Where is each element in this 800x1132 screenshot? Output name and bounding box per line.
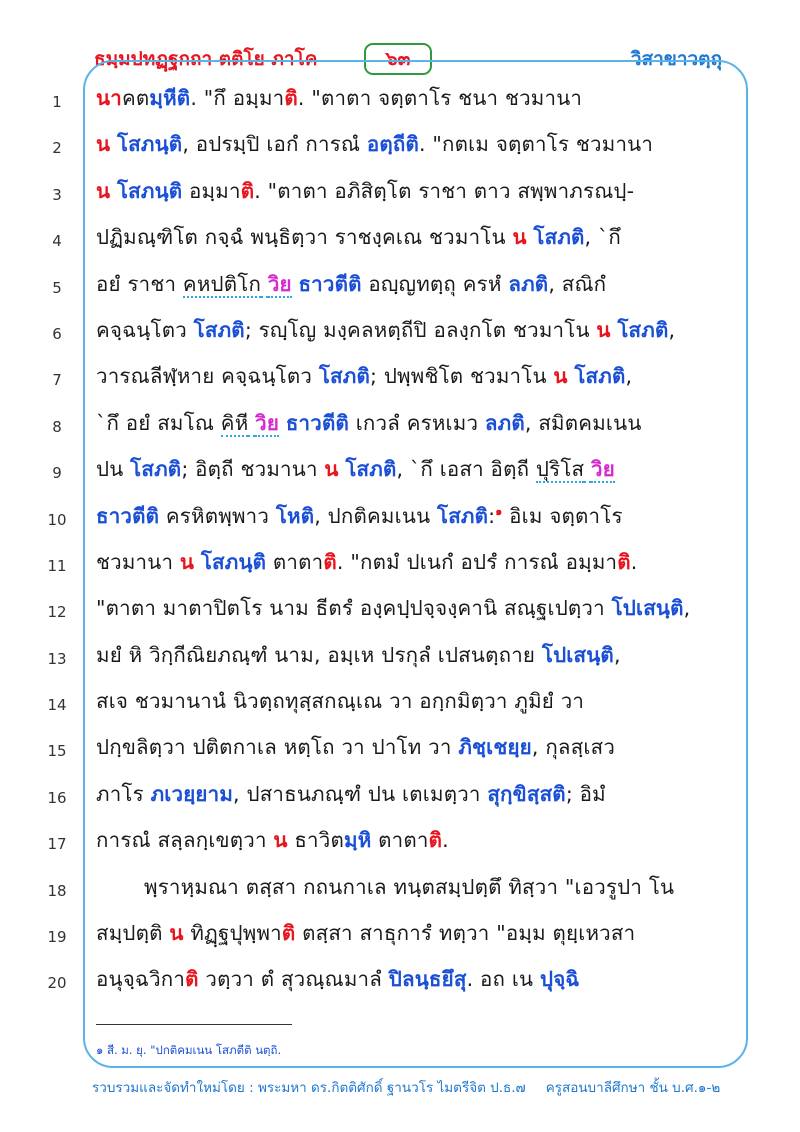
line-text [96,546,725,579]
page-footer [92,1076,720,1098]
text-segment: ปกฺขลิตฺวา ปติตกาเล หตฺโถ วา ปาโท วา [96,735,459,760]
text-line [0,215,800,261]
text-segment: วตฺวา ตํ สุวณฺณมาลํ [198,967,389,992]
highlighted-word: น [273,828,288,853]
line-number: 2 [52,139,62,158]
highlighted-word: น [96,178,111,203]
highlighted-word: โปเสนฺติ [541,642,614,667]
text-segment: ตาตา [371,828,429,853]
text-segment: ปน [96,457,131,482]
text-segment: อมฺมา [182,178,241,203]
text-segment: , `กึ เอสา อิตฺถี [396,457,536,482]
text-segment: , ปสาธนภณฺฑํ ปน เตเมตฺวา [233,781,488,806]
line-text [96,268,725,301]
highlighted-word: ติ [617,549,631,574]
line-text [96,731,725,764]
line-number: 20 [47,974,67,993]
text-line [0,586,800,632]
line-number: 7 [52,371,62,390]
highlighted-word: โสภติ [533,225,585,250]
text-segment: . "กตเม จตฺตาโร ชวมานา [419,132,654,157]
text-line [0,818,800,864]
line-number: 3 [52,185,62,204]
text-line [0,76,800,122]
text-segment: `กึ อยํ สมโณ [96,410,221,435]
highlighted-word: โสภติ [437,503,489,528]
text-segment: ; อิตฺถี ชวมานา [181,457,325,482]
text-segment [194,550,201,574]
highlighted-word: อตฺถีติ [366,132,419,157]
text-segment: การณํ สลฺลกฺเขตฺวา [96,828,274,853]
highlighted-word: ธาวตีติ [298,271,362,296]
text-segment: สเจ ชวมานานํ นิวตฺถทุสฺสกณฺเณ วา อกฺกมิตฺวา ภูมิยํ วา [96,689,585,714]
line-number: 11 [47,556,67,575]
highlighted-word: โสภติ [574,364,626,389]
highlighted-word: โสภติ [130,457,182,482]
text-segment: ; ปพฺพชิโต ชวมาโน [370,364,554,389]
text-segment: อยํ ราชา [96,271,183,296]
highlighted-word: น [553,364,568,389]
text-line [0,957,800,1003]
text-line [0,262,800,308]
text-line [0,401,800,447]
text-line [0,122,800,168]
text-segment [261,272,268,298]
text-segment: , สมิตคมเนน [524,410,642,435]
text-segment: ปฏิมณฺฑิโต กจฺฉํ พนฺธิตฺวา ราชงฺคเณ ชวมาโน [96,225,513,250]
line-text [96,221,725,254]
line-text [96,685,725,718]
running-header-title: ธมฺมปทฏฺฐกถา ตติโย ภาโค [94,48,318,70]
highlighted-word: ติ [428,828,443,853]
text-segment: ปุริโส [535,457,585,482]
highlighted-word: ๑ [495,504,503,518]
line-number: 5 [52,278,62,297]
text-segment: ; รญฺโญ มงฺคลหตฺถีปิ อลงฺกโต ชวมาโน [244,317,597,342]
highlighted-word: โสภติ [345,457,397,482]
highlighted-word: มฺหีติ [149,86,191,110]
text-line [0,308,800,354]
text-segment: . "กตมํ ปเนกํ อปรํ การณํ อมฺมา [336,549,618,574]
highlighted-word: โปเสนฺติ [611,596,684,621]
highlighted-word: โสภติ [617,317,669,342]
line-text [96,639,725,672]
text-segment: ชวมานา [96,549,180,574]
text-segment [584,457,591,483]
text-segment [279,411,286,435]
line-number: 17 [47,835,67,854]
highlighted-word: ติ [240,178,255,203]
text-segment: : [488,503,496,528]
text-segment: อิเม จตฺตาโร [502,503,623,528]
footer-author: รวบรวมและจัดทำใหม่โดย : พระมหา ดร.กิตติศักดิ์ ฐานวโร ไมตรีจิต ป.ธ.๗ [92,1080,526,1096]
line-text [96,824,725,857]
text-segment [110,179,117,203]
line-number: 12 [47,603,67,622]
text-segment: , [668,317,676,342]
highlighted-word: น [96,132,111,157]
text-segment: วารณลีฬฺหาย คจฺฉนฺโตว [96,364,319,389]
text-line [0,679,800,725]
text-segment: , กุลสฺเสว [531,735,616,760]
highlighted-word: โหติ [275,503,315,528]
text-line [0,354,800,400]
line-text [96,871,725,904]
text-segment: ภาโร [96,781,151,806]
line-number: 18 [47,881,67,900]
text-segment: . [442,828,449,853]
text-segment: ครหิตพฺพาว [159,503,276,528]
line-number: 9 [52,464,62,483]
footer-course: ครูสอนบาลีศึกษา ชั้น บ.ศ.๑-๒ [545,1080,721,1096]
highlighted-word: สุกฺขิสฺสติ [487,781,566,806]
text-segment: . "ตาตา จตฺตาโร ชนา ชวมานา [297,86,583,110]
highlighted-word: น [596,317,611,342]
highlighted-word: ธาวตีติ [285,410,349,435]
page-number-badge: ๖๓ [364,43,432,75]
text-segment: เกวลํ ครหเมว [348,410,485,435]
text-segment: , `กึ [584,225,622,250]
highlighted-word: โสภติ [193,317,245,342]
line-text [96,82,725,115]
highlighted-word: วิย [255,410,280,435]
highlighted-word: น [324,457,339,482]
highlighted-word: วิย [267,271,292,296]
text-segment: ; อิมํ [565,781,606,806]
highlighted-word: น [512,225,527,250]
line-text [96,500,725,533]
text-segment: . "ตาตา อภิสิตฺโต ราชา ตาว สพฺพาภรณปฺ- [254,178,635,203]
line-number: 15 [47,742,67,761]
text-line [0,494,800,540]
line-text [96,778,725,811]
line-number: 1 [52,93,62,111]
highlighted-word: โสภติ [318,364,370,389]
highlighted-word: ภิชฺเชยฺย [458,735,532,760]
text-segment: ตาตา [266,549,324,574]
text-segment: มยํ หิ วิกฺกีณิยภณฺฑํ นาม, อมฺเห ปรกุลํ เปสนตฺถาย [96,642,542,667]
text-segment: , [625,364,633,389]
line-number: 8 [52,417,62,436]
highlighted-word: โสภนฺติ [116,178,183,203]
highlighted-word: ติ [185,967,199,992]
highlighted-word: ธาวตีติ [96,503,160,528]
line-number: 14 [47,696,67,715]
line-text [96,917,725,950]
text-segment: คหปติโก [182,271,262,296]
text-line [0,911,800,957]
highlighted-word: โสภนฺติ [200,549,267,574]
text-line [0,169,800,215]
highlighted-word: นา [96,86,122,110]
line-number: 10 [47,510,67,529]
text-segment: อนุจฺฉวิกา [96,967,186,992]
line-text [96,963,725,996]
line-text [96,175,725,208]
text-segment: , อปรมฺปิ เอกํ การณํ [182,132,367,157]
highlighted-word: น [179,549,195,574]
highlighted-word: ปุจฺฉิ [539,967,580,992]
highlighted-word: ติ [284,86,298,110]
highlighted-word: ติ [323,549,337,574]
highlighted-word: ภเวยฺยาม [150,781,234,806]
line-text [96,592,725,625]
highlighted-word: ลภติ [508,271,549,296]
line-text [96,128,725,161]
text-segment: คจฺฉนฺโตว [96,317,194,342]
text-segment: , สณิกํ [548,271,607,296]
footnote: ๑ สี. ม. ยุ. "ปกติคมเนน โสภตีติ นตฺถิ. [96,1043,282,1057]
text-segment: คต [121,86,150,110]
text-segment: ธาวิต [287,828,344,853]
line-number: 16 [47,788,67,807]
footnote-divider [96,1024,292,1025]
text-line [0,447,800,493]
text-segment: "ตาตา มาตาปิตโร นาม ธีตรํ องฺคปฺปจฺจงฺคานิ สณฺฐเปตฺวา [96,596,612,621]
text-line [0,633,800,679]
text-segment: , ปกติคมเนน [314,503,437,528]
text-segment: พฺราหฺมณา ตสฺสา กถนกาเล ทนฺตสมฺปตฺตึ ทิสฺวา "เอวรูปา โน [144,874,675,899]
highlighted-word: ติ [281,921,296,946]
text-segment: สมฺปตฺติ [96,921,170,946]
line-number: 13 [47,649,67,668]
text-segment: คิหี [220,410,249,435]
line-number: 19 [47,928,67,947]
text-line [0,772,800,818]
text-line [0,865,800,911]
line-text [96,453,725,486]
running-header-section: วิสาขาวตฺถุ [630,48,722,70]
line-number: 4 [52,232,62,251]
text-segment: , [613,642,621,667]
highlighted-word: ปิลนฺธยึสุ [388,967,467,992]
highlighted-word: มฺหิ [343,828,372,853]
text-segment: ทิฏฺฐปุพฺพา [183,921,282,946]
text-segment: อญฺญทตฺถุ ครหํ [361,271,509,296]
line-text [96,314,725,347]
line-number: 6 [52,324,62,343]
text-segment [110,132,117,156]
text-lines [0,76,800,1004]
highlighted-word: ลภติ [484,410,525,435]
text-segment: , [683,596,691,621]
text-line [0,725,800,771]
highlighted-word: โสภนฺติ [116,132,183,157]
text-segment: . [630,549,638,574]
text-segment: ตสฺสา สาธุการํ ทตฺวา "อมฺม ตุยฺเหวสา [295,921,636,946]
text-segment: . "กึ อมฺมา [190,86,285,110]
text-segment: . อถ เน [466,967,540,992]
line-text [96,360,725,393]
text-line [0,540,800,586]
highlighted-word: น [169,921,184,946]
line-text [96,407,725,440]
highlighted-word: วิย [591,457,615,482]
